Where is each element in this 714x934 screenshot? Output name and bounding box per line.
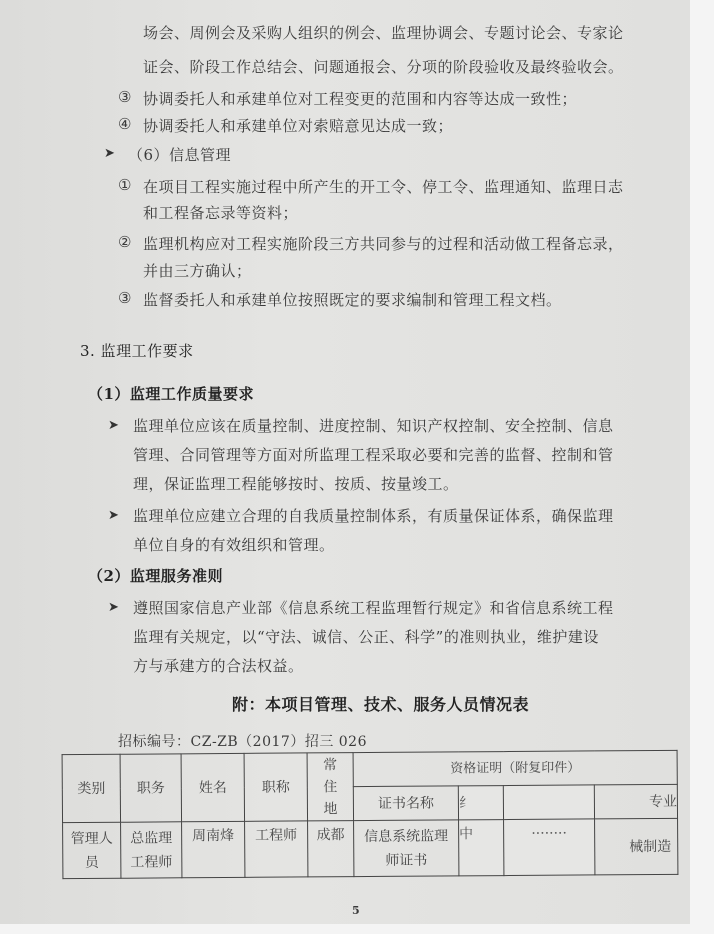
text-line: 在项目工程实施过程中所产生的开工令、停工令、监理通知、监理日志 [143,178,624,196]
item-number: ① [118,176,132,194]
text-line: 和工程备忘录等资料； [143,204,299,222]
text-line: 理，保证监理工程能够按时、按质、按量竣工。 [133,475,459,493]
cell-category: 管理人员 [63,822,121,878]
item-number: ② [118,233,132,251]
cell-major: 械制造 [595,818,678,875]
subsection-heading: （2）监理服务准则 [88,567,223,585]
text-line: 监督委托人和承建单位按照既定的要求编制和管理工程文档。 [143,291,562,309]
bullet-arrow-icon: ➤ [108,418,119,433]
staff-table [62,750,679,879]
text-line: 遵照国家信息产业部《信息系统工程监理暂行规定》和省信息系统工程 [133,599,614,617]
header-category: 类别 [62,754,120,822]
header-residence: 常住地 [307,753,353,821]
header-certificate: 资格证明（附复印件） [353,750,677,786]
text-line: 监理机构应对工程实施阶段三方共同参与的过程和活动做工程备忘录， [143,235,624,253]
header-cert-name: 证书名称 [353,786,458,821]
text-line: 场会、周例会及采购人组织的例会、监理协调会、专题讨论会、专家论 [143,24,624,42]
bullet-arrow-icon: ➤ [104,146,115,161]
cell-residence: 成都 [308,821,354,877]
text-line: 方与承建方的合法权益。 [133,657,304,675]
text-line: 监理单位应该在质量控制、进度控制、知识产权控制、安全控制、信息 [133,417,614,435]
text-line: 协调委托人和承建单位对索赔意见达成一致； [143,117,454,135]
header-redacted [503,785,594,820]
appendix-title: 附：本项目管理、技术、服务人员情况表 [232,695,530,714]
bullet-arrow-icon: ➤ [108,600,119,615]
text-line: 监理有关规定，以“守法、诚信、公正、科学”的准则执业，维护建设 [133,628,599,646]
header-major: 专业 [594,784,677,819]
text-line: 协调委托人和承建单位对工程变更的范围和内容等达成一致性； [143,90,578,108]
bid-number: 招标编号：CZ-ZB（2017）招三 026 [118,734,367,750]
text-line: 证会、阶段工作总结会、问题通报会、分项的阶段验收及最终验收会。 [143,58,624,76]
subsection-heading: （1）监理工作质量要求 [88,385,254,403]
item-number: ③ [118,88,132,106]
text-line: 单位自身的有效组织和管理。 [133,536,335,554]
cell-level: 中 [459,820,504,876]
cell-cert-name: 信息系统监理师证书 [354,820,459,877]
text-line: 并由三方确认； [143,262,252,280]
cell-position: 总监理工程师 [121,822,182,878]
header-position: 职务 [120,754,181,822]
cell-title: 工程师 [245,821,308,877]
subheading: （6）信息管理 [128,146,232,164]
text-line: 管理、合同管理等方面对所监理工程采取必要和完善的监督、控制和管 [133,446,614,464]
cell-cert-number: ········ [504,819,595,876]
page-number: 5 [352,904,361,917]
item-number: ③ [118,289,132,307]
header-level: 纟 [458,786,503,820]
section-heading: 3. 监理工作要求 [80,342,194,360]
bullet-arrow-icon: ➤ [108,508,119,523]
cell-name: 周南烽 [182,821,245,877]
header-name: 姓名 [181,753,244,821]
header-title: 职称 [244,753,307,821]
text-line: 监理单位应建立合理的自我质量控制体系，有质量保证体系，确保监理 [133,507,614,525]
item-number: ④ [118,115,132,133]
